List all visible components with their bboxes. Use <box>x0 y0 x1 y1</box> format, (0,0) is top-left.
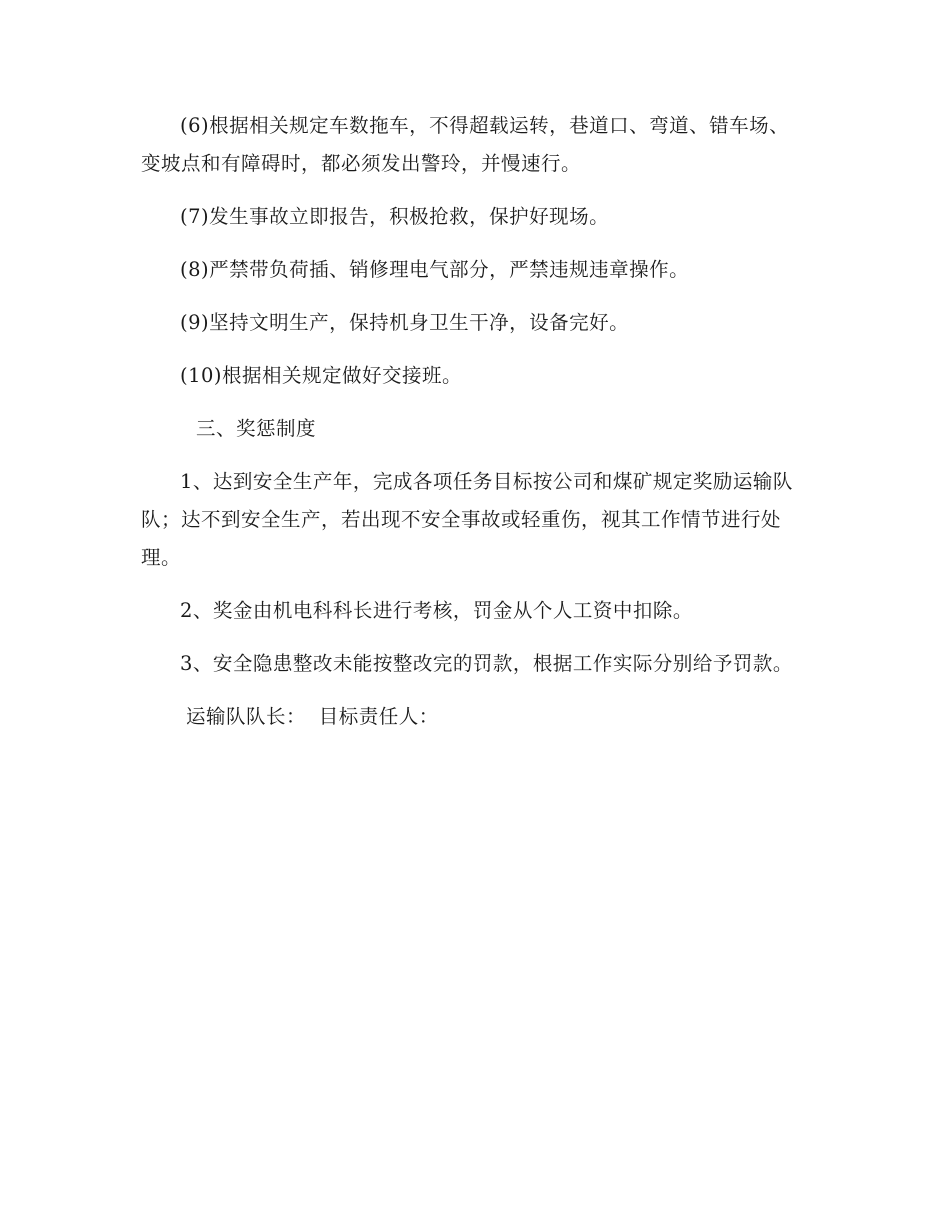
list-item: (7)发生事故立即报告，积极抢救，保护好现场。 <box>180 205 610 228</box>
rule-paragraph: 1、达到安全生产年，完成各项任务目标按公司和煤矿规定奖励运输队队；达不到安全生产，若出现不安全事故或轻重伤，视其工作情节进行处理。 <box>141 470 793 569</box>
signature-line: 运输队队长： 目标责任人： <box>186 705 439 728</box>
list-item: (9)坚持文明生产，保持机身卫生干净，设备完好。 <box>180 311 630 334</box>
list-item: (10)根据相关规定做好交接班。 <box>180 364 463 387</box>
list-item: (6)根据相关规定车数拖车，不得超载运转，巷道口、弯道、错车场、变坡点和有障碍时，都必须发出警玲，并慢速行。 <box>141 114 790 175</box>
rule-paragraph: 3、安全隐患整改未能按整改完的罚款，根据工作实际分别给予罚款。 <box>180 652 793 675</box>
document-body <box>141 107 809 736</box>
list-item: (8)严禁带负荷插、销修理电气部分，严禁违规违章操作。 <box>180 258 690 281</box>
section-heading: 三、奖惩制度 <box>196 417 317 440</box>
rule-paragraph: 2、奖金由机电科科长进行考核，罚金从个人工资中扣除。 <box>180 599 693 622</box>
